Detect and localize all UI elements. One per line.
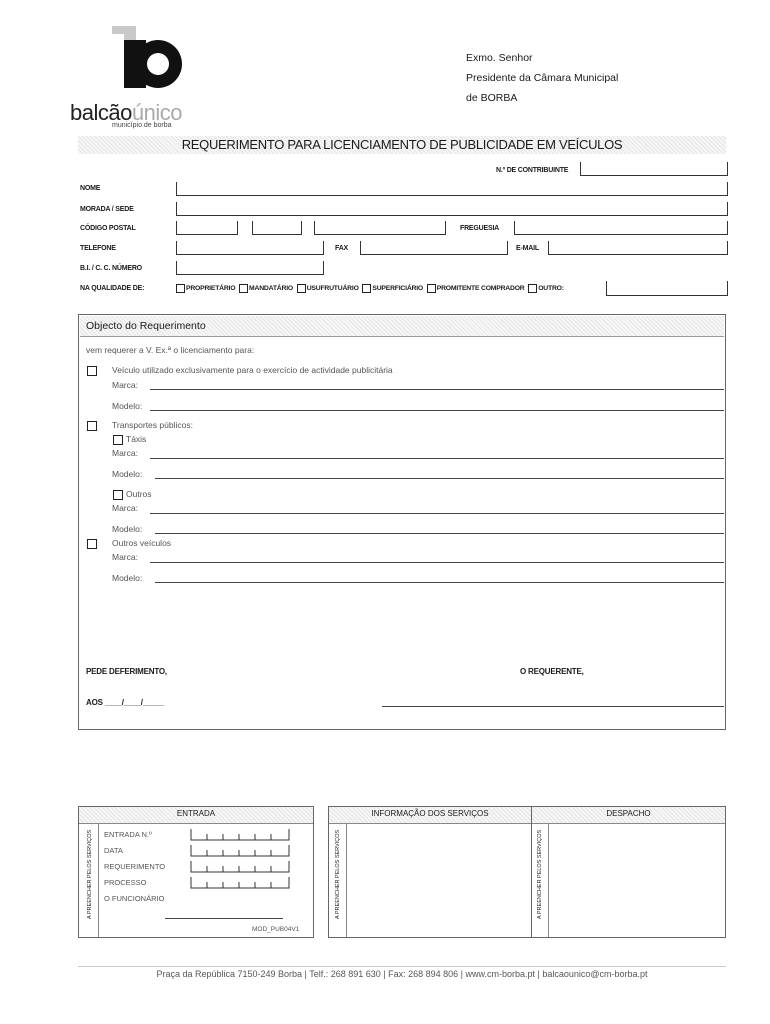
email-field[interactable] — [548, 241, 728, 255]
outro-field[interactable] — [606, 281, 728, 296]
modelo-label: Modelo: — [112, 573, 143, 583]
logo-mark — [112, 22, 192, 94]
option-outros-checkbox[interactable] — [113, 490, 123, 500]
qualidade-label: NA QUALIDADE DE: — [80, 285, 145, 292]
despacho-title: DESPACHO — [606, 809, 651, 818]
codigo-postal-label: CÓDIGO POSTAL — [80, 225, 136, 232]
entrada-n-label: ENTRADA N.º — [104, 830, 152, 839]
objecto-header-title: Objecto do Requerimento — [86, 320, 206, 332]
logo-subtitle: município de borba — [112, 122, 172, 129]
marca-label: Marca: — [112, 552, 138, 562]
entrada-divider — [98, 823, 99, 937]
option-transportes-label: Transportes públicos: — [112, 420, 193, 430]
logo-brand-right: único — [131, 100, 182, 125]
despacho-box — [531, 806, 726, 938]
modelo-line[interactable] — [155, 533, 724, 534]
data-label: DATA — [104, 846, 123, 855]
addressee-line3: de BORBA — [466, 92, 518, 104]
option-proprietario-label: PROPRIETÁRIO — [186, 285, 236, 293]
option-mandatario-label: MANDATÁRIO — [249, 285, 293, 293]
option-superficiario-label: SUPERFICIÁRIO — [372, 285, 424, 293]
objecto-intro: vem requerer a V. Ex.ª o licenciamento para: — [86, 345, 255, 355]
addressee-line1: Exmo. Senhor — [466, 52, 533, 64]
funcionario-signature-line[interactable] — [165, 918, 283, 919]
localidade-field[interactable] — [314, 221, 446, 235]
checkbox-icon[interactable] — [427, 284, 436, 293]
modelo-label: Modelo: — [112, 401, 143, 411]
addressee-line2: Presidente da Câmara Municipal — [466, 72, 619, 84]
modelo-line[interactable] — [155, 478, 724, 479]
nome-label: NOME — [80, 185, 101, 192]
option-outros-veiculos-label: Outros veículos — [112, 538, 172, 548]
modelo-line[interactable] — [150, 410, 724, 411]
signature-line[interactable] — [382, 706, 724, 707]
despacho-vertical-label: A PREENCHER PELOS SERVIÇOS — [537, 829, 543, 919]
checkbox-icon[interactable] — [362, 284, 371, 293]
option-transportes-checkbox[interactable] — [87, 421, 97, 431]
marca-line[interactable] — [150, 458, 724, 459]
bi-label: B.I. / C. C. NÚMERO — [80, 265, 142, 272]
bi-field[interactable] — [176, 261, 324, 275]
requerimento-label: REQUERIMENTO — [104, 862, 166, 871]
checkbox-icon[interactable] — [176, 284, 185, 293]
option-outro-label: OUTRO: — [538, 285, 564, 293]
codigo-postal-part2[interactable] — [252, 221, 302, 235]
morada-label: MORADA / SEDE — [80, 206, 134, 213]
logo — [70, 22, 220, 134]
option-usufrutuario-label: USUFRUTUÁRIO — [306, 285, 359, 293]
footer-rule — [78, 966, 726, 967]
contribuinte-label: N.º DE CONTRIBUINTE — [496, 167, 569, 174]
marca-label: Marca: — [112, 448, 138, 458]
checkbox-icon[interactable] — [297, 284, 306, 293]
info-divider — [346, 823, 347, 937]
freguesia-label: FREGUESIA — [460, 225, 500, 232]
entrada-vertical-label: A PREENCHER PELOS SERVIÇOS — [87, 829, 93, 919]
option-mandatario[interactable] — [239, 285, 293, 292]
entrada-segment-boxes[interactable] — [190, 828, 290, 890]
mod-code: MOD_PUB04V1 — [252, 926, 300, 933]
option-outro[interactable] — [528, 285, 564, 292]
addressee — [466, 48, 618, 108]
morada-field[interactable] — [176, 202, 728, 216]
telefone-label: TELEFONE — [80, 245, 116, 252]
option-outros-veiculos-checkbox[interactable] — [87, 539, 97, 549]
entrada-title: ENTRADA — [176, 809, 216, 818]
info-box — [328, 806, 532, 938]
fax-label: FAX — [335, 245, 349, 252]
objecto-frame — [78, 314, 726, 730]
info-title: INFORMAÇÃO DOS SERVIÇOS — [371, 809, 489, 818]
requerente-label: O REQUERENTE, — [520, 667, 584, 676]
fax-field[interactable] — [360, 241, 508, 255]
logo-brand-left: balcão — [70, 100, 132, 125]
option-taxis-checkbox[interactable] — [113, 435, 123, 445]
marca-line[interactable] — [150, 562, 724, 563]
option-veiculo-checkbox[interactable] — [87, 366, 97, 376]
footer-text: Praça da República 7150-249 Borba | Telf.: 268 891 630 | Fax: 268 894 806 | www.cm-borba.pt | balcaounico@cm-borba.pt — [156, 969, 648, 979]
option-promitente[interactable] — [427, 285, 525, 292]
aos-date[interactable]: AOS ____/____/_____ — [86, 698, 165, 707]
modelo-line[interactable] — [155, 582, 724, 583]
page-title: REQUERIMENTO PARA LICENCIAMENTO DE PUBLICIDADE EM VEÍCULOS — [181, 137, 623, 152]
funcionario-label: O FUNCIONÁRIO — [104, 894, 165, 903]
option-taxis-label: Táxis — [126, 434, 147, 444]
option-usufrutuario[interactable] — [297, 285, 359, 292]
freguesia-field[interactable] — [514, 221, 728, 235]
info-vertical-label: A PREENCHER PELOS SERVIÇOS — [335, 829, 341, 919]
marca-line[interactable] — [150, 389, 724, 390]
option-promitente-label: PROMITENTE COMPRADOR — [436, 285, 525, 293]
option-proprietario[interactable] — [176, 285, 235, 292]
checkbox-icon[interactable] — [239, 284, 248, 293]
pede-deferimento: PEDE DEFERIMENTO, — [86, 667, 167, 676]
telefone-field[interactable] — [176, 241, 324, 255]
modelo-label: Modelo: — [112, 524, 143, 534]
marca-label: Marca: — [112, 380, 138, 390]
despacho-divider — [548, 823, 549, 937]
codigo-postal-part1[interactable] — [176, 221, 238, 235]
qualidade-options — [176, 284, 564, 293]
option-outros-label: Outros — [126, 489, 152, 499]
marca-label: Marca: — [112, 503, 138, 513]
option-superficiario[interactable] — [362, 285, 423, 292]
marca-line[interactable] — [150, 513, 724, 514]
modelo-label: Modelo: — [112, 469, 143, 479]
option-veiculo-label: Veículo utilizado exclusivamente para o exercício de actividade publicitária — [112, 365, 393, 375]
processo-label: PROCESSO — [104, 878, 147, 887]
checkbox-icon[interactable] — [528, 284, 537, 293]
contribuinte-field[interactable] — [580, 162, 728, 176]
email-label: E-MAIL — [516, 245, 539, 252]
nome-field[interactable] — [176, 182, 728, 196]
